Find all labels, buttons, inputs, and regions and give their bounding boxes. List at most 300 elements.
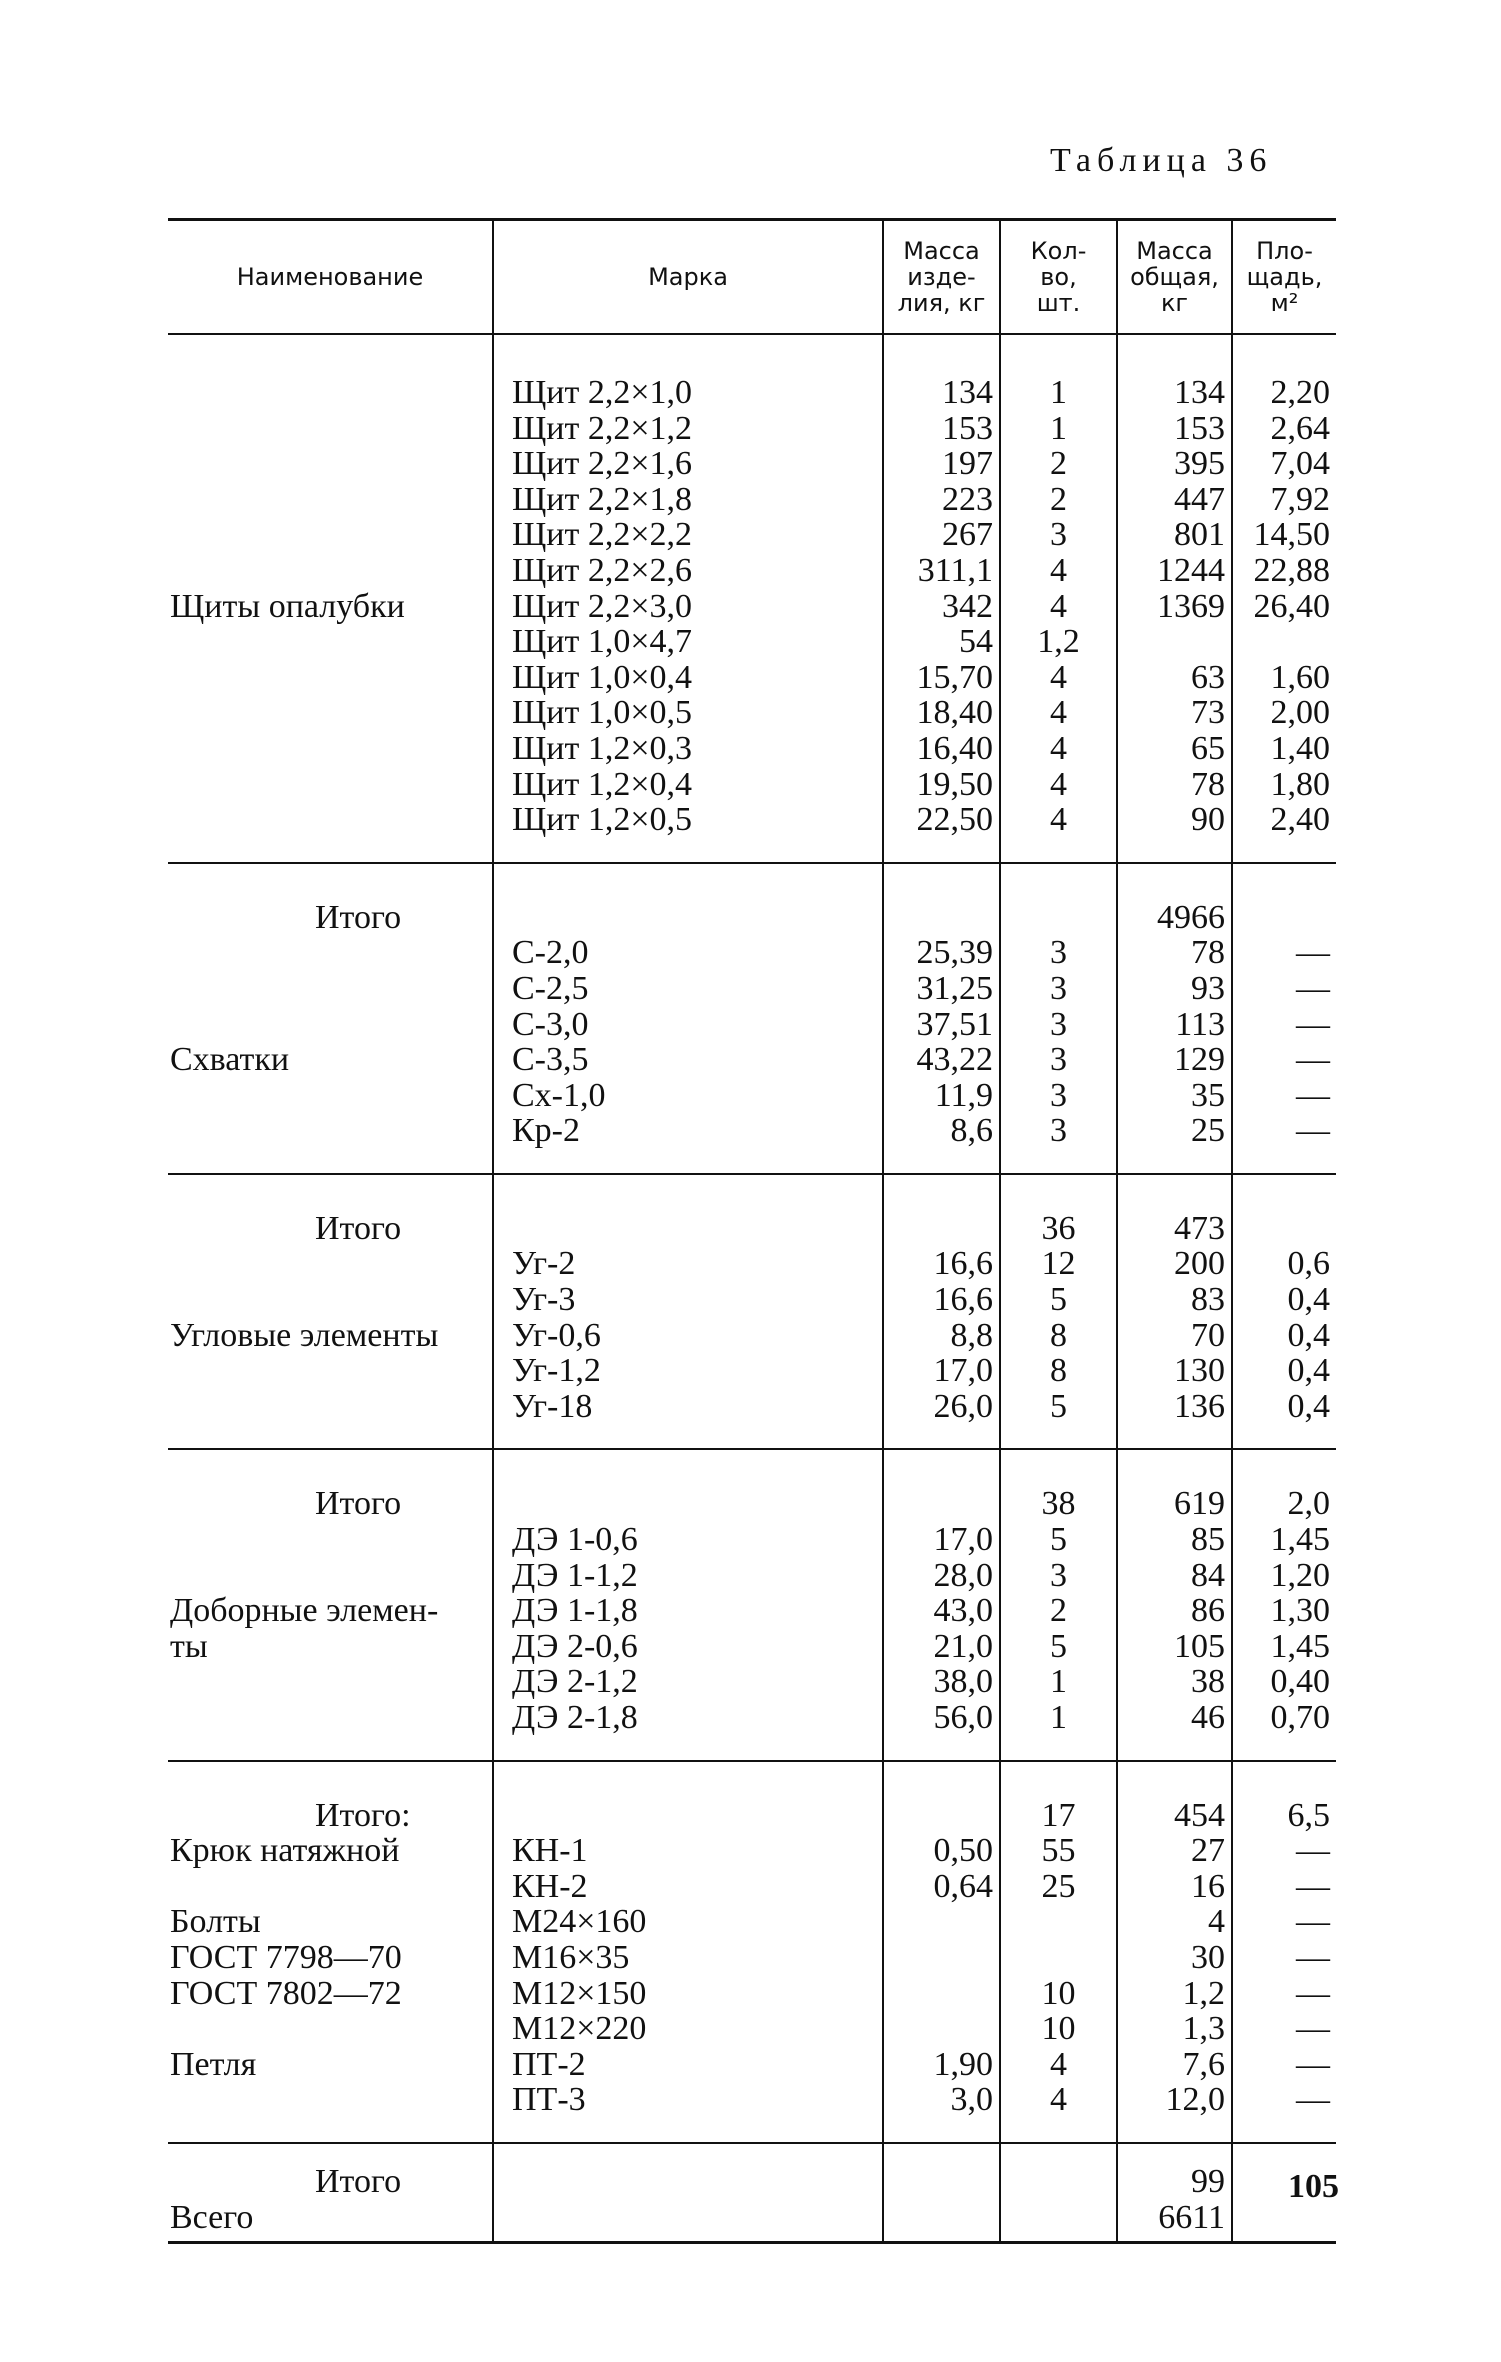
- cell-line: 55: [1041, 1832, 1076, 1870]
- mark-cell: [493, 1174, 883, 1450]
- cell-line: 153: [942, 409, 993, 447]
- cell-line: Щиты опалубки: [170, 587, 405, 625]
- cell-line: 200: [1174, 1245, 1225, 1283]
- cell-line: [890, 2011, 993, 2047]
- cell-line: 12: [1041, 1245, 1076, 1283]
- cell-line: 18,40: [916, 694, 993, 732]
- cell-line: 473: [1174, 1209, 1225, 1247]
- cell-line: Щит 1,0×0,4: [512, 658, 693, 696]
- cell-line: [890, 1486, 993, 1522]
- area-cell: [1232, 863, 1336, 1174]
- cell-line: 5: [1050, 1521, 1067, 1559]
- mass-item-cell: [883, 334, 1000, 863]
- cell-line: 16,6: [933, 1281, 993, 1319]
- cell-line: Угловые элементы: [170, 1316, 439, 1354]
- cell-line: [1007, 1940, 1110, 1976]
- cell-line: 85: [1191, 1521, 1225, 1559]
- cell-line: 2,00: [1270, 694, 1330, 732]
- cell-line: —: [1296, 1867, 1330, 1905]
- cell-line: С-3,0: [512, 1005, 589, 1043]
- cell-line: 1244: [1157, 551, 1225, 589]
- cell-line: Щит 1,2×0,5: [512, 801, 693, 839]
- cell-line: [1007, 2164, 1110, 2200]
- cell-line: 1: [1050, 374, 1067, 411]
- cell-line: —: [1296, 1112, 1330, 1150]
- cell-line: 3: [1050, 969, 1067, 1007]
- cell-line: 73: [1191, 694, 1225, 732]
- cell-line: [170, 731, 486, 767]
- cell-line: [170, 2082, 486, 2118]
- cell-line: Щит 1,2×0,4: [512, 765, 693, 803]
- table-row: [168, 1761, 1336, 2143]
- cell-line: Щит 1,0×4,7: [512, 623, 693, 661]
- cell-line: [890, 1976, 993, 2012]
- cell-line: 4: [1050, 729, 1067, 767]
- mass-total-cell: [1117, 2143, 1232, 2243]
- cell-line: 0,4: [1287, 1352, 1330, 1390]
- cell-line: Петля: [170, 2045, 257, 2083]
- cell-line: 14,50: [1253, 516, 1330, 554]
- cell-line: [890, 1904, 993, 1940]
- cell-line: Щит 2,2×1,6: [512, 445, 693, 483]
- cell-line: 93: [1191, 969, 1225, 1007]
- cell-line: 4966: [1157, 898, 1225, 936]
- cell-line: 43,22: [916, 1041, 993, 1079]
- cell-line: Щит 2,2×2,6: [512, 551, 693, 589]
- cell-line: 37,51: [916, 1005, 993, 1043]
- table-row: [168, 1174, 1336, 1450]
- cell-line: 447: [1174, 480, 1225, 518]
- area-cell: [1232, 1449, 1336, 1760]
- header-row: [168, 220, 1336, 335]
- header-mass-item: [883, 220, 1000, 335]
- cell-line: ГОСТ 7798—70: [170, 1938, 402, 1976]
- name-cell: [168, 1761, 493, 2143]
- mass-total-cell: [1117, 863, 1232, 1174]
- cell-line: Щит 2,2×2,2: [512, 516, 693, 554]
- cell-line: 1,30: [1270, 1592, 1330, 1630]
- name-cell: [168, 2143, 493, 2243]
- cell-line: [170, 553, 486, 589]
- cell-line: 35: [1191, 1076, 1225, 1114]
- cell-line: 1,80: [1270, 765, 1330, 803]
- cell-line: [170, 1558, 486, 1594]
- cell-line: ДЭ 2-1,2: [512, 1663, 638, 1701]
- cell-line: 17: [1041, 1796, 1076, 1834]
- cell-line: Сх-1,0: [512, 1076, 606, 1114]
- cell-line: 8,8: [950, 1316, 993, 1354]
- cell-line: 153: [1174, 409, 1225, 447]
- header-line: Масса: [903, 237, 980, 265]
- cell-line: Итого: [315, 1485, 402, 1523]
- cell-line: 1,2: [1037, 623, 1080, 661]
- name-cell: [168, 1449, 493, 1760]
- header-line: Кол-: [1030, 237, 1087, 265]
- name-cell: [168, 863, 493, 1174]
- cell-line: С-2,5: [512, 969, 589, 1007]
- cell-line: С-2,0: [512, 934, 589, 972]
- cell-line: Щит 2,2×1,2: [512, 409, 693, 447]
- header-line: м²: [1270, 289, 1299, 317]
- cell-line: 8: [1050, 1352, 1067, 1390]
- cell-line: [1239, 900, 1330, 936]
- cell-line: 25: [1041, 1867, 1076, 1905]
- cell-line: —: [1296, 1005, 1330, 1043]
- qty-cell: [1000, 1761, 1117, 2143]
- cell-line: 2,20: [1270, 374, 1330, 411]
- cell-line: 78: [1191, 934, 1225, 972]
- mark-cell: [493, 1449, 883, 1760]
- cell-line: 26,40: [1253, 587, 1330, 625]
- cell-line: 54: [959, 623, 993, 661]
- cell-line: [1239, 624, 1330, 660]
- table-row: [168, 334, 1336, 863]
- cell-line: 86: [1191, 1592, 1225, 1630]
- page-number: 105: [1288, 2168, 1339, 2205]
- mass-total-cell: [1117, 1449, 1232, 1760]
- cell-line: 2: [1050, 445, 1067, 483]
- cell-line: 17,0: [933, 1521, 993, 1559]
- cell-line: 4: [1050, 2081, 1067, 2119]
- cell-line: Итого: [315, 2162, 402, 2200]
- cell-line: 10: [1041, 2010, 1076, 2048]
- cell-line: Всего: [170, 2198, 254, 2236]
- header-line: изде-: [907, 263, 976, 291]
- cell-line: 1: [1050, 1663, 1067, 1701]
- cell-line: 129: [1174, 1041, 1225, 1079]
- cell-line: ГОСТ 7802—72: [170, 1974, 402, 2012]
- header-line: лия, кг: [897, 289, 986, 317]
- cell-line: 4: [1050, 765, 1067, 803]
- mass-item-cell: [883, 2143, 1000, 2243]
- cell-line: 3: [1050, 1556, 1067, 1594]
- cell-line: [170, 446, 486, 482]
- cell-line: 130: [1174, 1352, 1225, 1390]
- cell-line: 26,0: [933, 1387, 993, 1425]
- cell-line: 0,70: [1270, 1699, 1330, 1736]
- cell-line: 1: [1050, 409, 1067, 447]
- table-row: [168, 1449, 1336, 1760]
- header-qty: [1000, 220, 1117, 335]
- cell-line: М24×160: [512, 1903, 647, 1941]
- cell-line: [170, 411, 486, 447]
- cell-line: 2,64: [1270, 409, 1330, 447]
- cell-line: 38,0: [933, 1663, 993, 1701]
- cell-line: 134: [1174, 374, 1225, 411]
- cell-line: 4: [1050, 587, 1067, 625]
- cell-line: 38: [1191, 1663, 1225, 1701]
- cell-line: [170, 1869, 486, 1905]
- cell-line: 6611: [1158, 2198, 1225, 2236]
- cell-line: 65: [1191, 729, 1225, 767]
- header-line: щадь,: [1246, 263, 1323, 291]
- cell-line: [170, 517, 486, 553]
- header-area: [1232, 220, 1336, 335]
- cell-line: [170, 1353, 486, 1389]
- cell-line: [512, 1211, 876, 1247]
- cell-line: 10: [1041, 1974, 1076, 2012]
- mark-cell: [493, 863, 883, 1174]
- cell-line: 2: [1050, 1592, 1067, 1630]
- mass-total-cell: [1117, 1761, 1232, 2143]
- cell-line: 619: [1174, 1485, 1225, 1523]
- cell-line: 7,92: [1270, 480, 1330, 518]
- cell-line: 3: [1050, 1076, 1067, 1114]
- cell-line: [512, 900, 876, 936]
- cell-line: 311,1: [917, 551, 993, 589]
- cell-line: 46: [1191, 1699, 1225, 1736]
- cell-line: 7,04: [1270, 445, 1330, 483]
- cell-line: Уг-2: [512, 1245, 576, 1283]
- cell-line: [890, 1211, 993, 1247]
- cell-line: ДЭ 1-0,6: [512, 1521, 638, 1559]
- cell-line: [170, 1664, 486, 1700]
- cell-line: 4: [1050, 801, 1067, 839]
- cell-line: Итого: [315, 1209, 402, 1247]
- cell-line: 25: [1191, 1112, 1225, 1150]
- cell-line: [170, 1389, 486, 1425]
- cell-line: 0,4: [1287, 1316, 1330, 1354]
- cell-line: 0,6: [1287, 1245, 1330, 1283]
- cell-line: 43,0: [933, 1592, 993, 1630]
- cell-line: 0,40: [1270, 1663, 1330, 1701]
- cell-line: Кр-2: [512, 1112, 580, 1150]
- cell-line: [170, 1007, 486, 1043]
- cell-line: С-3,5: [512, 1041, 589, 1079]
- cell-line: 4: [1050, 694, 1067, 732]
- cell-line: 22,50: [916, 801, 993, 839]
- cell-line: 16,40: [916, 729, 993, 767]
- table-caption: Таблица 36: [1050, 142, 1273, 179]
- cell-line: [170, 482, 486, 518]
- cell-line: 197: [942, 445, 993, 483]
- cell-line: [170, 624, 486, 660]
- cell-line: [890, 2164, 993, 2200]
- mark-cell: [493, 2143, 883, 2243]
- cell-line: Схватки: [170, 1041, 290, 1079]
- cell-line: [170, 695, 486, 731]
- cell-line: 1,3: [1182, 2010, 1225, 2048]
- cell-line: Итого: [315, 898, 402, 936]
- cell-line: ты: [170, 1627, 208, 1665]
- header-mark: Марка: [493, 220, 883, 335]
- cell-line: [1239, 1211, 1330, 1247]
- cell-line: 56,0: [933, 1699, 993, 1736]
- cell-line: 3: [1050, 516, 1067, 554]
- cell-line: —: [1296, 2045, 1330, 2083]
- cell-line: —: [1296, 1903, 1330, 1941]
- header-line: шт.: [1036, 289, 1081, 317]
- cell-line: 1: [1050, 1699, 1067, 1736]
- table-row: [168, 2143, 1336, 2243]
- cell-line: ДЭ 2-1,8: [512, 1699, 638, 1736]
- cell-line: М12×150: [512, 1974, 647, 2012]
- cell-line: Уг-1,2: [512, 1352, 601, 1390]
- qty-cell: [1000, 1449, 1117, 1760]
- cell-line: 4: [1050, 2045, 1067, 2083]
- cell-line: [170, 935, 486, 971]
- cell-line: 5: [1050, 1627, 1067, 1665]
- specification-table: [168, 218, 1336, 2244]
- cell-line: 3: [1050, 1041, 1067, 1079]
- cell-line: 28,0: [933, 1556, 993, 1594]
- cell-line: Уг-0,6: [512, 1316, 601, 1354]
- cell-line: [890, 900, 993, 936]
- cell-line: 3: [1050, 1112, 1067, 1150]
- qty-cell: [1000, 2143, 1117, 2243]
- cell-line: 0,4: [1287, 1387, 1330, 1425]
- cell-line: 63: [1191, 658, 1225, 696]
- cell-line: 5: [1050, 1387, 1067, 1425]
- cell-line: [170, 971, 486, 1007]
- cell-line: 0,50: [933, 1832, 993, 1870]
- cell-line: [890, 2200, 993, 2236]
- cell-line: —: [1296, 969, 1330, 1007]
- cell-line: —: [1296, 1076, 1330, 1114]
- cell-line: —: [1296, 1832, 1330, 1870]
- cell-line: 11,9: [934, 1076, 993, 1114]
- cell-line: [170, 2011, 486, 2047]
- cell-line: [512, 1486, 876, 1522]
- cell-line: 70: [1191, 1316, 1225, 1354]
- name-cell: [168, 334, 493, 863]
- cell-line: 78: [1191, 765, 1225, 803]
- cell-line: 4: [1208, 1903, 1225, 1941]
- cell-line: [1124, 624, 1225, 660]
- cell-line: [170, 767, 486, 803]
- cell-line: 8: [1050, 1316, 1067, 1354]
- header-line: Масса: [1136, 237, 1213, 265]
- mass-total-cell: [1117, 334, 1232, 863]
- qty-cell: [1000, 1174, 1117, 1450]
- cell-line: 36: [1041, 1209, 1076, 1247]
- cell-line: [170, 375, 486, 411]
- cell-line: 113: [1175, 1005, 1225, 1043]
- cell-line: 342: [942, 587, 993, 625]
- header-line: Пло-: [1256, 237, 1313, 265]
- cell-line: 1,45: [1270, 1521, 1330, 1559]
- cell-line: [170, 1700, 486, 1736]
- cell-line: 21,0: [933, 1627, 993, 1665]
- cell-line: 1,90: [933, 2045, 993, 2083]
- cell-line: 2,0: [1287, 1485, 1330, 1523]
- cell-line: 0,64: [933, 1867, 993, 1905]
- cell-line: 3: [1050, 934, 1067, 972]
- cell-line: КН-1: [512, 1832, 588, 1870]
- mark-cell: [493, 334, 883, 863]
- cell-line: [890, 1940, 993, 1976]
- name-cell: [168, 1174, 493, 1450]
- cell-line: Щит 2,2×1,8: [512, 480, 693, 518]
- cell-line: 19,50: [916, 765, 993, 803]
- cell-line: 83: [1191, 1281, 1225, 1319]
- cell-line: Уг-18: [512, 1387, 593, 1425]
- area-cell: [1232, 1761, 1336, 2143]
- cell-line: [1007, 1904, 1110, 1940]
- cell-line: ПТ-2: [512, 2045, 586, 2083]
- cell-line: [170, 660, 486, 696]
- cell-line: [512, 2200, 876, 2236]
- mass-item-cell: [883, 1174, 1000, 1450]
- area-cell: [1232, 334, 1336, 863]
- cell-line: 15,70: [916, 658, 993, 696]
- cell-line: 25,39: [916, 934, 993, 972]
- cell-line: 395: [1174, 445, 1225, 483]
- header-line: во,: [1040, 263, 1077, 291]
- cell-line: —: [1296, 1974, 1330, 2012]
- cell-line: 30: [1191, 1938, 1225, 1976]
- cell-line: 16,6: [933, 1245, 993, 1283]
- cell-line: 2: [1050, 480, 1067, 518]
- header-name: Наименование: [168, 220, 493, 335]
- cell-line: Щит 2,2×3,0: [512, 587, 693, 625]
- cell-line: [170, 1246, 486, 1282]
- cell-line: 4: [1050, 551, 1067, 589]
- cell-line: Щит 1,0×0,5: [512, 694, 693, 732]
- cell-line: —: [1296, 2081, 1330, 2119]
- area-cell: [1232, 1174, 1336, 1450]
- cell-line: 0,4: [1287, 1281, 1330, 1319]
- cell-line: [512, 1798, 876, 1834]
- mass-total-cell: [1117, 1174, 1232, 1450]
- cell-line: —: [1296, 934, 1330, 972]
- cell-line: 1,60: [1270, 658, 1330, 696]
- cell-line: 801: [1174, 516, 1225, 554]
- cell-line: 454: [1174, 1796, 1225, 1834]
- cell-line: 17,0: [933, 1352, 993, 1390]
- cell-line: ДЭ 1-1,2: [512, 1556, 638, 1594]
- cell-line: —: [1296, 1041, 1330, 1079]
- cell-line: [170, 1282, 486, 1318]
- cell-line: М12×220: [512, 2010, 647, 2048]
- cell-line: 3: [1050, 1005, 1067, 1043]
- cell-line: 90: [1191, 801, 1225, 839]
- cell-line: Итого:: [315, 1796, 411, 1834]
- cell-line: 27: [1191, 1832, 1225, 1870]
- cell-line: 12,0: [1165, 2081, 1225, 2119]
- mass-item-cell: [883, 1449, 1000, 1760]
- cell-line: 136: [1174, 1387, 1225, 1425]
- cell-line: 1369: [1157, 587, 1225, 625]
- cell-line: КН-2: [512, 1867, 588, 1905]
- cell-line: 99: [1191, 2162, 1225, 2200]
- qty-cell: [1000, 863, 1117, 1174]
- cell-line: [1007, 2200, 1110, 2236]
- cell-line: 1,45: [1270, 1627, 1330, 1665]
- cell-line: 31,25: [916, 969, 993, 1007]
- cell-line: 16: [1191, 1867, 1225, 1905]
- cell-line: Щит 1,2×0,3: [512, 729, 693, 767]
- cell-line: Доборные элемен-: [170, 1592, 439, 1630]
- cell-line: 4: [1050, 658, 1067, 696]
- cell-line: 223: [942, 480, 993, 518]
- cell-line: 38: [1041, 1485, 1076, 1523]
- cell-line: Болты: [170, 1903, 261, 1941]
- cell-line: 1,40: [1270, 729, 1330, 767]
- mark-cell: [493, 1761, 883, 2143]
- cell-line: 1,2: [1182, 1974, 1225, 2012]
- cell-line: 267: [942, 516, 993, 554]
- cell-line: ДЭ 2-0,6: [512, 1627, 638, 1665]
- mass-item-cell: [883, 1761, 1000, 2143]
- header-line: кг: [1160, 289, 1189, 317]
- cell-line: [170, 1522, 486, 1558]
- cell-line: М16×35: [512, 1938, 630, 1976]
- cell-line: ПТ-3: [512, 2081, 586, 2119]
- cell-line: [170, 1078, 486, 1114]
- table-body: [168, 334, 1336, 2243]
- cell-line: 7,6: [1182, 2045, 1225, 2083]
